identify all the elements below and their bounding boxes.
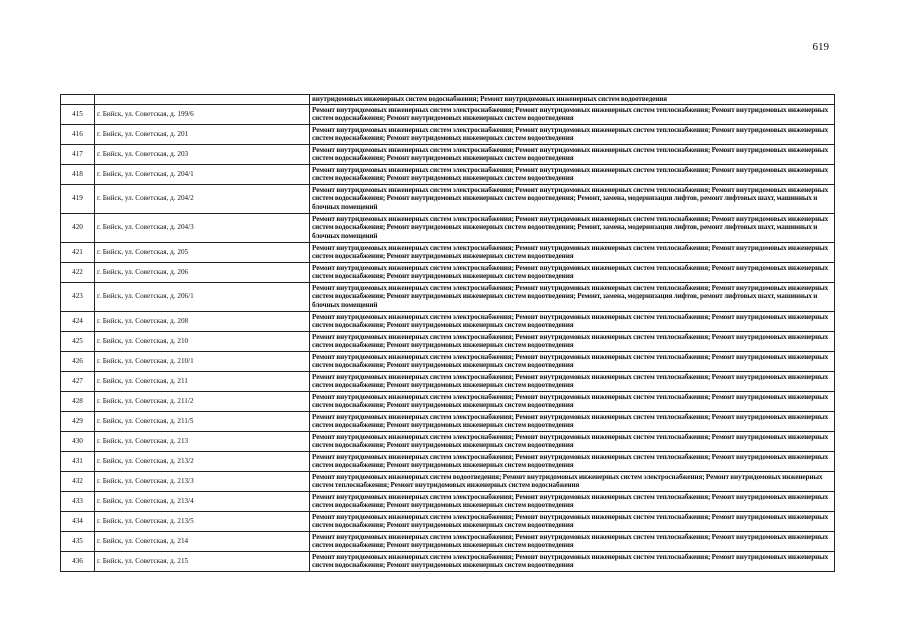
row-number-cell: 416 (61, 124, 95, 144)
row-number-cell: 423 (61, 282, 95, 311)
table-row (61, 311, 835, 331)
row-number-cell: 432 (61, 471, 95, 491)
table-row (61, 491, 835, 511)
table-row (61, 124, 835, 144)
works-cell: Ремонт внутридомовых инженерных систем электроснабжения; Ремонт внутридомовых инженерных систем теплоснабжения; Ремонт внутридомовых инженерных систем водоснабжения; Ремонт внутридомовых инженерных систем водоотведения (310, 351, 835, 371)
works-cell: Ремонт внутридомовых инженерных систем электроснабжения; Ремонт внутридомовых инженерных систем теплоснабжения; Ремонт внутридомовых инженерных систем водоснабжения; Ремонт внутридомовых инженерных систем водоотведения (310, 391, 835, 411)
table-row (61, 451, 835, 471)
table-row (61, 351, 835, 371)
works-cell: Ремонт внутридомовых инженерных систем электроснабжения; Ремонт внутридомовых инженерных систем теплоснабжения; Ремонт внутридомовых инженерных систем водоснабжения; Ремонт внутридомовых инженерных систем водоотведения (310, 311, 835, 331)
address-cell: г. Бийск, ул. Советская, д. 211/2 (95, 391, 310, 411)
address-cell: г. Бийск, ул. Советская, д. 205 (95, 242, 310, 262)
address-cell: г. Бийск, ул. Советская, д. 211/5 (95, 411, 310, 431)
row-number-cell: 421 (61, 242, 95, 262)
address-cell: г. Бийск, ул. Советская, д. 213 (95, 431, 310, 451)
table-row (61, 242, 835, 262)
works-cell: Ремонт внутридомовых инженерных систем электроснабжения; Ремонт внутридомовых инженерных систем теплоснабжения; Ремонт внутридомовых инженерных систем водоснабжения; Ремонт внутридомовых инженерных систем водоотведения (310, 164, 835, 184)
row-number-cell: 435 (61, 531, 95, 551)
address-cell: г. Бийск, ул. Советская, д. 204/2 (95, 184, 310, 213)
row-number-cell: 420 (61, 213, 95, 242)
row-number-cell: 429 (61, 411, 95, 431)
address-cell: г. Бийск, ул. Советская, д. 206 (95, 262, 310, 282)
table-row (61, 411, 835, 431)
row-number-cell: 434 (61, 511, 95, 531)
table-body (61, 95, 835, 572)
works-cell: Ремонт внутридомовых инженерных систем электроснабжения; Ремонт внутридомовых инженерных систем теплоснабжения; Ремонт внутридомовых инженерных систем водоснабжения; Ремонт внутридомовых инженерных систем водоотведения (310, 371, 835, 391)
works-cell: Ремонт внутридомовых инженерных систем электроснабжения; Ремонт внутридомовых инженерных систем теплоснабжения; Ремонт внутридомовых инженерных систем водоснабжения; Ремонт внутридомовых инженерных систем водоотведения (310, 531, 835, 551)
address-cell: г. Бийск, ул. Советская, д. 213/5 (95, 511, 310, 531)
continuation-works-cell: внутридомовых инженерных систем водоснабжения; Ремонт внутридомовых инженерных систем водоотведения (310, 95, 835, 105)
continuation-address-cell (95, 95, 310, 105)
continuation-row (61, 95, 835, 105)
address-cell: г. Бийск, ул. Советская, д. 210 (95, 331, 310, 351)
row-number-cell: 418 (61, 164, 95, 184)
works-cell: Ремонт внутридомовых инженерных систем электроснабжения; Ремонт внутридомовых инженерных систем теплоснабжения; Ремонт внутридомовых инженерных систем водоснабжения; Ремонт внутридомовых инженерных систем водоотведения (310, 431, 835, 451)
table-row (61, 213, 835, 242)
works-cell: Ремонт внутридомовых инженерных систем электроснабжения; Ремонт внутридомовых инженерных систем теплоснабжения; Ремонт внутридомовых инженерных систем водоснабжения; Ремонт внутридомовых инженерных систем водоотведения (310, 104, 835, 124)
address-cell: г. Бийск, ул. Советская, д. 201 (95, 124, 310, 144)
table-row (61, 164, 835, 184)
row-number-cell: 424 (61, 311, 95, 331)
table-row (61, 391, 835, 411)
address-cell: г. Бийск, ул. Советская, д. 213/2 (95, 451, 310, 471)
table-row (61, 184, 835, 213)
table-row (61, 144, 835, 164)
works-cell: Ремонт внутридомовых инженерных систем электроснабжения; Ремонт внутридомовых инженерных систем теплоснабжения; Ремонт внутридомовых инженерных систем водоснабжения; Ремонт внутридомовых инженерных систем водоотведения (310, 262, 835, 282)
address-cell: г. Бийск, ул. Советская, д. 199/6 (95, 104, 310, 124)
address-cell: г. Бийск, ул. Советская, д. 215 (95, 551, 310, 571)
works-cell: Ремонт внутридомовых инженерных систем электроснабжения; Ремонт внутридомовых инженерных систем теплоснабжения; Ремонт внутридомовых инженерных систем водоснабжения; Ремонт внутридомовых инженерных систем водоотведения (310, 411, 835, 431)
table-row (61, 551, 835, 571)
works-cell: Ремонт внутридомовых инженерных систем электроснабжения; Ремонт внутридомовых инженерных систем теплоснабжения; Ремонт внутридомовых инженерных систем водоснабжения; Ремонт внутридомовых инженерных систем водоотведения (310, 511, 835, 531)
table-row (61, 531, 835, 551)
table-row (61, 511, 835, 531)
works-cell: Ремонт внутридомовых инженерных систем электроснабжения; Ремонт внутридомовых инженерных систем теплоснабжения; Ремонт внутридомовых инженерных систем водоснабжения; Ремонт внутридомовых инженерных систем водоотведения (310, 144, 835, 164)
works-cell: Ремонт внутридомовых инженерных систем электроснабжения; Ремонт внутридомовых инженерных систем теплоснабжения; Ремонт внутридомовых инженерных систем водоснабжения; Ремонт внутридомовых инженерных систем водоотведения; Ремонт, замена, модернизация лифтов, ремонт лифтовых шахт, машинных и блочных помещений (310, 213, 835, 242)
row-number-cell: 415 (61, 104, 95, 124)
works-cell: Ремонт внутридомовых инженерных систем электроснабжения; Ремонт внутридомовых инженерных систем теплоснабжения; Ремонт внутридомовых инженерных систем водоснабжения; Ремонт внутридомовых инженерных систем водоотведения; Ремонт, замена, модернизация лифтов, ремонт лифтовых шахт, машинных и блочных помещений (310, 184, 835, 213)
table-row (61, 331, 835, 351)
row-number-cell: 425 (61, 331, 95, 351)
table-row (61, 262, 835, 282)
address-cell: г. Бийск, ул. Советская, д. 213/4 (95, 491, 310, 511)
row-number-cell: 426 (61, 351, 95, 371)
address-cell: г. Бийск, ул. Советская, д. 206/1 (95, 282, 310, 311)
address-cell: г. Бийск, ул. Советская, д. 204/1 (95, 164, 310, 184)
repair-works-table (60, 94, 835, 572)
row-number-cell: 436 (61, 551, 95, 571)
row-number-cell: 427 (61, 371, 95, 391)
row-number-cell: 433 (61, 491, 95, 511)
table-row (61, 104, 835, 124)
address-cell: г. Бийск, ул. Советская, д. 204/3 (95, 213, 310, 242)
table-row (61, 431, 835, 451)
address-cell: г. Бийск, ул. Советская, д. 208 (95, 311, 310, 331)
works-cell: Ремонт внутридомовых инженерных систем электроснабжения; Ремонт внутридомовых инженерных систем теплоснабжения; Ремонт внутридомовых инженерных систем водоснабжения; Ремонт внутридомовых инженерных систем водоотведения (310, 491, 835, 511)
row-number-cell: 417 (61, 144, 95, 164)
works-cell: Ремонт внутридомовых инженерных систем электроснабжения; Ремонт внутридомовых инженерных систем теплоснабжения; Ремонт внутридомовых инженерных систем водоснабжения; Ремонт внутридомовых инженерных систем водоотведения (310, 451, 835, 471)
address-cell: г. Бийск, ул. Советская, д. 214 (95, 531, 310, 551)
table-row (61, 471, 835, 491)
address-cell: г. Бийск, ул. Советская, д. 210/1 (95, 351, 310, 371)
works-cell: Ремонт внутридомовых инженерных систем электроснабжения; Ремонт внутридомовых инженерных систем теплоснабжения; Ремонт внутридомовых инженерных систем водоснабжения; Ремонт внутридомовых инженерных систем водоотведения; Ремонт, замена, модернизация лифтов, ремонт лифтовых шахт, машинных и блочных помещений (310, 282, 835, 311)
continuation-num-cell (61, 95, 95, 105)
page-number: 619 (812, 41, 829, 53)
row-number-cell: 431 (61, 451, 95, 471)
works-cell: Ремонт внутридомовых инженерных систем электроснабжения; Ремонт внутридомовых инженерных систем теплоснабжения; Ремонт внутридомовых инженерных систем водоснабжения; Ремонт внутридомовых инженерных систем водоотведения (310, 551, 835, 571)
works-cell: Ремонт внутридомовых инженерных систем электроснабжения; Ремонт внутридомовых инженерных систем теплоснабжения; Ремонт внутридомовых инженерных систем водоснабжения; Ремонт внутридомовых инженерных систем водоотведения (310, 331, 835, 351)
table-row (61, 282, 835, 311)
row-number-cell: 430 (61, 431, 95, 451)
works-cell: Ремонт внутридомовых инженерных систем электроснабжения; Ремонт внутридомовых инженерных систем теплоснабжения; Ремонт внутридомовых инженерных систем водоснабжения; Ремонт внутридомовых инженерных систем водоотведения (310, 124, 835, 144)
address-cell: г. Бийск, ул. Советская, д. 213/3 (95, 471, 310, 491)
table-row (61, 371, 835, 391)
works-cell: Ремонт внутридомовых инженерных систем водоотведения; Ремонт внутридомовых инженерных систем электроснабжения; Ремонт внутридомовых инженерных систем теплоснабжения; Ремонт внутридомовых инженерных систем водоснабжения (310, 471, 835, 491)
works-cell: Ремонт внутридомовых инженерных систем электроснабжения; Ремонт внутридомовых инженерных систем теплоснабжения; Ремонт внутридомовых инженерных систем водоснабжения; Ремонт внутридомовых инженерных систем водоотведения (310, 242, 835, 262)
row-number-cell: 422 (61, 262, 95, 282)
row-number-cell: 419 (61, 184, 95, 213)
address-cell: г. Бийск, ул. Советская, д. 211 (95, 371, 310, 391)
row-number-cell: 428 (61, 391, 95, 411)
address-cell: г. Бийск, ул. Советская, д. 203 (95, 144, 310, 164)
